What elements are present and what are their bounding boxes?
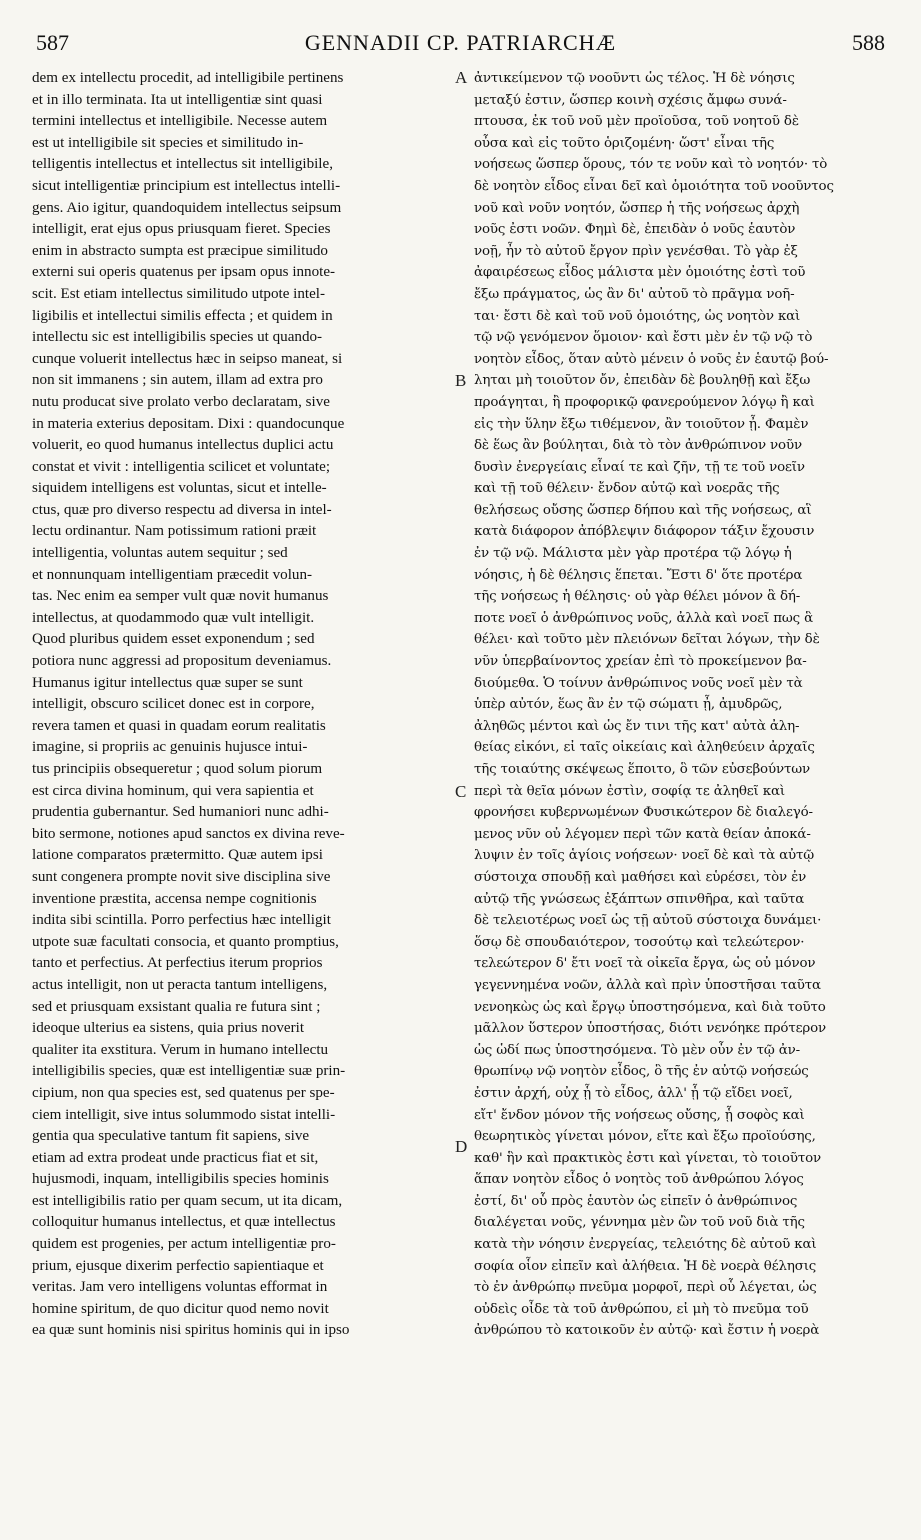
text-line: ὑπὲρ αὐτόν, ἕως ἂν ἐν τῷ σώματι ᾖ, ἀμυδρῶς, <box>474 697 783 713</box>
text-line: ται· ἔστι δὲ καὶ τοῦ νοῦ ὁμοιότης, ὡς νοητὸν καὶ <box>474 308 801 324</box>
text-line: et nonnunquam intelligentiam præcedit volun- <box>32 566 313 583</box>
text-line: ctus, quæ pro diverso respectu ad diversa in intel- <box>32 501 332 518</box>
text-line: νοήσεως ὥσπερ ὅρους, τόν τε νοῦν καὶ τὸ νοητόν· τὸ <box>474 157 828 173</box>
text-line: ἀνθρώπου τὸ κατοικοῦν ἐν αὐτῷ· καὶ ἔστιν ἡ νοερὰ <box>474 1323 820 1339</box>
text-line: est intelligibilis ratio per quam secum, ut ita dicam, <box>32 1192 343 1209</box>
text-line: ποτε νοεῖ ὁ ἀνθρώπινος νοῦς, ἀλλὰ καὶ νοεῖ πως ἃ <box>474 610 814 626</box>
text-line: non sit immanens ; sin autem, illam ad extra pro <box>32 372 323 389</box>
text-line: utpote suæ facultati consocia, et quanto promptius, <box>32 933 339 950</box>
text-line: siquidem intelligens est voluntas, sicut et intelle- <box>32 480 327 497</box>
text-line: potiora nunc aggressi ad propositum deveniamus. <box>32 653 332 670</box>
text-line: νόησις, ἡ δὲ θέλησις ἕπεται. Ἔστι δ' ὅτε προτέρα <box>474 567 803 583</box>
text-line: κατὰ τὴν νόησιν ἐνεργείας, τελειότης δὲ αὐτοῦ καὶ <box>474 1237 817 1253</box>
text-line: καθ' ἣν καὶ πρακτικὸς ἐστι καὶ γίνεται, τὸ τοιοῦτον <box>474 1150 821 1166</box>
page-number-left: 587 <box>36 30 69 55</box>
text-line: intelligibilis species, quæ est intelligentiæ suæ prin- <box>32 1063 346 1080</box>
text-line: εἰς τὴν ὕλην ἔξω τιθέμενον, ἂν τοιοῦτον ᾖ. Φαμὲν <box>474 416 809 432</box>
text-line: θελήσεως οὔσης ὥσπερ δήπου καὶ τῆς νοήσεως, αἳ <box>474 502 812 518</box>
text-line: externi sui operis quatenus per ipsam opus innote- <box>32 264 336 281</box>
text-line: intelligit, obscuro scilicet donec est in corpore, <box>32 696 315 713</box>
text-line: νοῦς ἐστι νοῶν. Φημὶ δὲ, ἐπειδὰν ὁ νοῦς ἑαυτὸν <box>474 222 796 238</box>
text-line: νῦν ὑπερβαίνοντος χρείαν ἐπὶ τὸ προκείμενον βα- <box>474 654 807 670</box>
text-line: ἔξω πράγματος, ὡς ἂν δι' αὐτοῦ τὸ πρᾶγμα νοῆ- <box>474 286 795 302</box>
text-line: sicut intelligentiæ principium est intellectus intelli- <box>32 177 341 194</box>
text-line: ὅσῳ δὲ σπουδαιότερον, τοσούτῳ καὶ τελεώτερον· <box>474 934 805 950</box>
text-line: intelligit, erat ejus opus priusquam fieret. Species <box>32 221 331 238</box>
text-line: σύστοιχα σπουδῇ καὶ μαθήσει καὶ εὑρέσει, τὸν ἐν <box>474 869 807 885</box>
text-line: ea quæ sunt hominis nisi spiritus hominis qui in ipso <box>32 1322 350 1339</box>
text-line: τελεώτερον δ' ἔτι νοεῖ τὰ οἰκεῖα ἔργα, ὡς οὐ μόνον <box>474 956 816 972</box>
text-line: ἐν τῷ νῷ. Μάλιστα μὲν γὰρ προτέρα τῷ λόγῳ ἡ <box>474 546 792 562</box>
text-line: latione comparatos prætermitto. Quæ autem ipsi <box>32 847 323 864</box>
text-line: sed et priusquam exsistant qualia re futura sint ; <box>32 998 321 1015</box>
text-line: inventione præstita, accensa nempe cognitionis <box>32 890 317 907</box>
text-line: intellectus, at quodammodo quæ vult intelligit. <box>32 609 315 626</box>
text-line: τῆς νοήσεως ἡ θέλησις· οὐ γὰρ θέλει μόνον ἃ δή- <box>474 589 801 605</box>
text-line: εἴτ' ἔνδον μόνον τῆς νοήσεως οὔσης, ᾗ σοφὸς καὶ <box>474 1107 805 1123</box>
text-line: quidem est progenies, per actum intelligentiæ pro- <box>32 1236 336 1253</box>
running-header <box>30 30 891 60</box>
margin-letter-a: A <box>455 68 468 87</box>
text-line: telligentis intellectus et intellectus sit intelligibile, <box>32 156 333 173</box>
text-line: colloquitur humanus intellectus, et quæ intellectus <box>32 1214 336 1231</box>
text-line: bito sermone, notiones apud sanctos ex divina reve- <box>32 825 345 842</box>
margin-letter-b: B <box>455 371 467 390</box>
text-line: lectu ordinantur. Nam potissimum rationi præit <box>32 523 317 540</box>
margin-letter-d: D <box>455 1137 468 1156</box>
text-line: θείας εἰκόνι, εἰ ταῖς οἰκείαις καὶ ἀληθεύειν ἀρχαῖς <box>474 740 815 756</box>
text-line: etiam ad extra prodeat unde practicus fiat et sit, <box>32 1149 319 1166</box>
text-line: enim in abstracto sumpta est præcipue similitudo <box>32 242 328 259</box>
text-line: ligibilis et intellectui similis effecta ; et quidem in <box>32 307 333 324</box>
text-line: περὶ τὰ θεῖα μόνων ἐστὶν, σοφίᾳ τε ἀληθεῖ καὶ <box>474 783 785 799</box>
margin-letter-c: C <box>455 782 467 801</box>
text-line: σοφία οἷον εἰπεῖν καὶ ἀλήθεια. Ἡ δὲ νοερὰ θέλησις <box>474 1258 817 1274</box>
text-line: νοῦ καὶ νοῦν νοητόν, ὥσπερ ἡ τῆς νοήσεως ἀρχὴ <box>474 200 800 216</box>
text-line: Quod pluribus quidem esset exponendum ; sed <box>32 631 315 648</box>
text-line: τὸ ἐν ἀνθρώπῳ πνεῦμα μορφοῖ, περὶ οὗ λέγεται, ὡς <box>474 1280 817 1296</box>
text-line: μεταξύ ἐστιν, ὥσπερ κοινὴ σχέσις ἄμφω συνά- <box>474 92 787 108</box>
text-line: οὐδεὶς οἶδε τὰ τοῦ ἀνθρώπου, εἰ μὴ τὸ πνεῦμα τοῦ <box>474 1301 809 1317</box>
text-line: ἐστί, δι' οὗ πρὸς ἑαυτὸν ὡς εἰπεῖν ὁ ἀνθρώπινος <box>474 1193 798 1209</box>
text-line: γεγεννημένα νοῶν, ἀλλὰ καὶ πρὶν ὑποστῆσαι ταῦτα <box>474 977 821 993</box>
text-line: νοῇ, ἦν τὸ αὐτοῦ ἔργον πρὶν γενέσθαι. Τὸ γὰρ ἐξ <box>474 243 798 259</box>
text-line: κατὰ διάφορον ἀπόβλεψιν διάφορον τάξιν ἔχουσιν <box>474 524 815 540</box>
text-line: οὖσα καὶ εἰς τοῦτο ὁριζομένη· ὥστ' εἶναι τῆς <box>474 135 775 151</box>
text-line: cunque voluerit intellectus hæc in seipso maneat, si <box>32 350 343 367</box>
text-line: cipium, non qua species est, sed quatenus per spe- <box>32 1084 335 1101</box>
text-line: revera tamen et quasi in quadam eorum realitatis <box>32 717 326 734</box>
text-line: prudentia gubernantur. Sed humaniori nunc adhi- <box>32 804 329 821</box>
text-line: λυψιν ἐν τοῖς ἁγίοις νοήσεων· νοεῖ δὲ καὶ τὰ αὐτῷ <box>474 848 815 864</box>
text-line: homine spiritum, de quo dicitur quod nemo novit <box>32 1300 329 1317</box>
text-line: tanto et perfectius. At perfectius iterum proprios <box>32 955 323 972</box>
greek-column <box>474 68 892 1342</box>
text-line: actus intelligit, non ut peracta tantum intelligens, <box>32 976 328 993</box>
text-line: δὲ νοητὸν εἶδος εἶναι δεῖ καὶ ὁμοιότητα τοῦ νοοῦντος <box>474 178 834 194</box>
text-line: ciem intelligit, sive intus solummodo sistat intelli- <box>32 1106 336 1123</box>
text-line: in materia exterius depositam. Dixi : quandocunque <box>32 415 345 432</box>
text-line: δὲ ἕως ἂν βούληται, διὰ τὸ τὸν ἀνθρώπινον νοῦν <box>474 438 802 454</box>
text-line: dem ex intellectu procedit, ad intelligibile pertinens <box>32 70 344 86</box>
text-line: τῷ νῷ γενόμενον ὅμοιον· καὶ ἔστι μὲν ἐν τῷ νῷ τὸ <box>474 330 813 346</box>
text-line: θέλει· καὶ τοῦτο μὲν πλειόνων δεῖται λόγων, τὴν δὲ <box>474 632 820 648</box>
text-line: τῆς τοιαύτης σκέψεως ἕποιτο, ὃ τῶν εὐσεβούντων <box>474 762 810 777</box>
text-line: intellectu sic est intelligibilis species ut quando- <box>32 329 323 346</box>
text-line: δυσὶν ἐνεργείαις εἶναί τε καὶ ζῆν, τῇ τε τοῦ νοεῖν <box>474 459 805 475</box>
text-line: nutu producat sive prolato verbo declaratam, sive <box>32 393 330 410</box>
text-line: ideoque ulterius ea sistens, quia prius noverit <box>32 1020 305 1037</box>
text-line: prium, ejusque dixerim perfectio sapientiaque et <box>32 1257 324 1274</box>
text-line: veritas. Jam vero intelligens voluntas efformat in <box>32 1279 328 1296</box>
text-line: imagine, si propriis ac genuinis hujusce intui- <box>32 739 308 756</box>
text-line: hujusmodi, inquam, intelligibilis species hominis <box>32 1171 329 1188</box>
text-line: gentia qua speculative tantum fit sapiens, sive <box>32 1128 310 1145</box>
text-line: ἅπαν νοητὸν εἶδος ὁ νοητὸς τοῦ ἀνθρώπου λόγος <box>474 1172 804 1188</box>
text-line: gens. Aio igitur, quandoquidem intellectus seipsum <box>32 199 342 216</box>
text-line: αὐτῷ τῆς γνώσεως ἐξάπτων σπινθῆρα, καὶ ταῦτα <box>474 891 805 907</box>
text-line: tas. Nec enim ea semper vult quæ novit humanus <box>32 588 329 605</box>
text-line: θεωρητικὸς γίνεται μόνον, εἴτε καὶ ἔξω προϊούσης, <box>474 1129 816 1145</box>
text-line: voluerit, eo quod humanus intellectus duplici actu <box>32 437 334 454</box>
text-line: νενοηκὼς ὡς καὶ ἔργῳ ὑποστησόμενα, καὶ διὰ τοῦτο <box>474 999 826 1015</box>
text-line: intelligentia, voluntas autem sequitur ; sed <box>32 545 288 562</box>
text-line: tus principiis obsequeretur ; quod solum piorum <box>32 761 323 777</box>
text-line: μᾶλλον ὕστερον ὑποστήσας, διότι νενόηκε πρότερον <box>474 1021 827 1037</box>
text-line: ἀφαιρέσεως εἶδος μάλιστα μὲν ὁμοιότης ἐστὶ τοῦ <box>474 265 806 281</box>
text-line: constat et vivit : intelligentia scilicet et voluntate; <box>32 458 331 475</box>
text-line: sunt congenera prompte novit sive disciplina sive <box>32 868 331 885</box>
text-line: et in illo terminata. Ita ut intelligentiæ sint quasi <box>32 91 323 108</box>
text-line: indita sibi scintilla. Porro perfectius hæc intelligit <box>32 912 331 929</box>
text-line: est ut intelligibile sit species et similitudo in- <box>32 134 304 151</box>
text-line: προάγηται, ἢ προφορικῷ φανερούμενον λόγῳ ἢ καὶ <box>474 394 815 410</box>
text-line: διούμεθα. Ὁ τοίνυν ἀνθρώπινος νοῦς νοεῖ μὲν τὰ <box>474 675 803 691</box>
text-line: ἀληθῶς μέντοι καὶ ὡς ἔν τινι τῆς κατ' αὐτὰ ἀλη- <box>474 718 800 734</box>
text-line: est circa divina hominum, qui vera sapientia et <box>32 782 314 799</box>
page-number-right: 588 <box>852 30 885 55</box>
text-line: termini intellectus et intelligibile. Necesse autem <box>32 113 328 130</box>
text-line: ἀντικείμενον τῷ νοοῦντι ὡς τέλος. Ἡ δὲ νόησις <box>474 71 795 86</box>
text-line: καὶ τῇ τοῦ θέλειν· ἔνδον αὐτῷ καὶ νοερᾶς τῆς <box>474 481 780 497</box>
text-line: δὲ τελειοτέρως νοεῖ ὡς τῇ αὐτοῦ σύστοιχα δυνάμει· <box>474 913 822 929</box>
text-line: πτουσα, ἐκ τοῦ νοῦ μὲν προϊοῦσα, τοῦ νοητοῦ δὲ <box>474 114 799 130</box>
text-line: Humanus igitur intellectus quæ super se sunt <box>32 674 303 691</box>
running-title: GENNADII CP. PATRIARCHÆ <box>304 30 617 55</box>
latin-column <box>32 68 450 1342</box>
text-line: scit. Est etiam intellectus similitudo utpote intel- <box>32 285 326 302</box>
text-line: θρωπίνῳ νῷ νοητὸν εἶδος, ὃ τῆς ἐν αὐτῷ νοήσεώς <box>474 1064 809 1080</box>
text-line: μενος νῦν οὐ λέγομεν περὶ τῶν κατὰ θείαν ἀποκά- <box>474 826 811 842</box>
text-line: διαλέγεται νοῦς, γέννημα μὲν ὢν τοῦ νοῦ διὰ τῆς <box>474 1215 805 1231</box>
text-line: νοητὸν εἶδος, ὅταν αὐτὸ μένειν ὁ νοῦς ἐν ἑαυτῷ βού- <box>474 351 829 367</box>
text-line: φρονήσει κυβερνωμένων Φυσικώτερον δὲ διαλεγό- <box>474 805 813 821</box>
text-line: ὡς ὡδί πως ὑποστησόμενα. Τὸ μὲν οὖν ἐν τῷ ἀν- <box>474 1042 801 1058</box>
text-line: ἐστιν ἀρχή, οὐχ ᾗ τὸ εἶδος, ἀλλ' ᾗ τῷ εἴδει νοεῖ, <box>474 1085 793 1101</box>
text-line: ληται μὴ τοιοῦτον ὄν, ἐπειδὰν δὲ βουληθῇ καὶ ἔξω <box>474 373 811 389</box>
text-line: qualiter ita exstitura. Verum in humano intellectu <box>32 1041 329 1058</box>
